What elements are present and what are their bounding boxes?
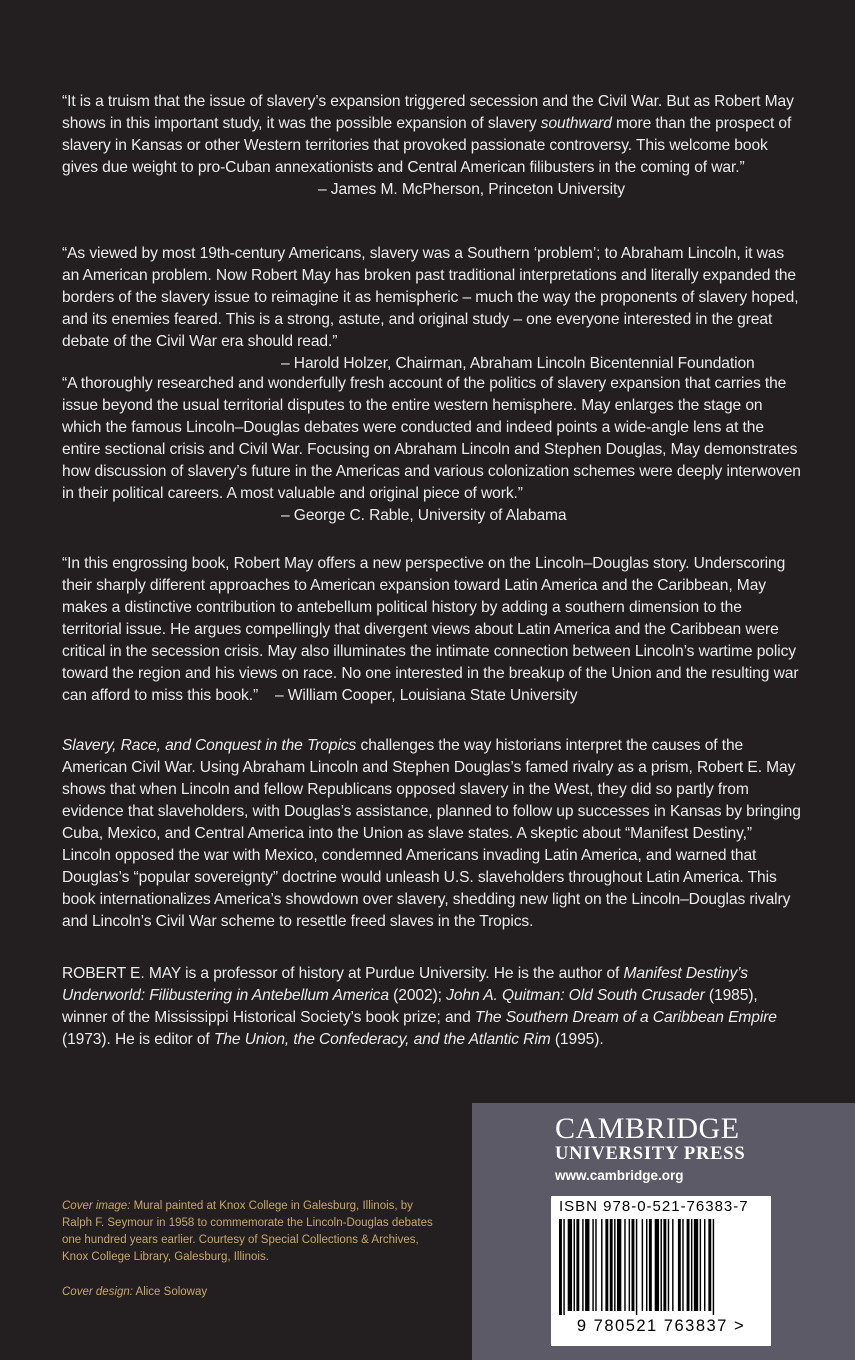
credit-text: Mural painted at Knox College in Galesburg, Illinois, by Ralph F. Seymour in 1958 to commemorate the Lincoln-Douglas debates one hundred years earlier. Courtesy of Special Collections & Archives, Knox College Library, Galesburg, Illinois. [62, 1200, 433, 1263]
book-title: Slavery, Race, and Conquest in the Tropics [62, 737, 357, 754]
barcode-bar [687, 1219, 690, 1311]
barcode-bar [646, 1219, 647, 1311]
barcode-bar [624, 1219, 625, 1311]
review-quote-2 [62, 243, 802, 375]
barcode-bar [563, 1219, 564, 1315]
barcode-bar [617, 1219, 621, 1311]
bio-text: ROBERT E. MAY is a professor of history at Purdue University. He is the author of [62, 965, 624, 982]
quote-emphasis: southward [540, 115, 612, 132]
barcode [551, 1196, 771, 1346]
review-quote-3 [62, 373, 802, 527]
isbn-label: ISBN 978-0-521-76383-7 [559, 1198, 749, 1215]
barcode-bar [610, 1219, 613, 1311]
cover-design-credit [62, 1284, 442, 1301]
barcode-bar [682, 1219, 683, 1311]
barcode-digits: 9 780521 763837 > [576, 1317, 746, 1335]
barcode-bar [595, 1219, 596, 1311]
barcode-bar [678, 1219, 681, 1311]
barcode-bar [636, 1219, 637, 1315]
publisher-url: www.cambridge.org [555, 1168, 684, 1183]
barcode-bar [585, 1219, 589, 1311]
description-text: challenges the way historians interpret the causes of the American Civil War. Using Abraham Lincoln and Stephen Douglas’s famed rivalry as a prism, Robert E. May shows that when Lincoln and fellow Republicans opposed slavery in the West, they did so partly from evidence that slaveholders, with Douglas’s assistance, planned to follow up successes in Kansas by bringing Cuba, Mexico, and Central America into the Union as slave states. A skeptic about “Manifest Destiny,” Lincoln opposed the war with Mexico, condemned Americans invading Latin America, and warned that Douglas’s “popular sovereignty” doctrine would unleash U.S. slaveholders throughout Latin America. This book internationalizes America’s showdown over slavery, shedding new light on the Lincoln–Douglas rivalry and Lincoln’s Civil War scheme to resettle freed slaves in the Tropics. [62, 737, 801, 930]
publisher-panel [472, 1103, 855, 1360]
quote-text: “As viewed by most 19th-century Americans, slavery was a Southern ‘problem’; to Abraham Lincoln, it was an American problem. Now Robert May has broken past traditional interpretations and literally expanded the borders of the slavery issue to reimagine it as hemispheric – much the way the proponents of slavery hoped, and its enemies feared. This is a strong, astute, and original study – one everyone interested in the great debate of the Civil War era should read.” [62, 245, 799, 350]
bio-book-title: The Southern Dream of a Caribbean Empire [474, 1009, 777, 1026]
barcode-bar [691, 1219, 692, 1311]
quote-attribution: – Harold Holzer, Chairman, Abraham Lincoln Bicentennial Foundation [281, 355, 755, 372]
credit-text: Alice Soloway [132, 1286, 208, 1298]
barcode-bar [694, 1219, 698, 1311]
barcode-bar [642, 1219, 643, 1311]
barcode-bar [655, 1219, 659, 1311]
barcode-bar [649, 1219, 652, 1311]
bio-book-title: John A. Quitman: Old South Crusader [446, 987, 705, 1004]
barcode-bar [614, 1219, 615, 1311]
quote-attribution: – William Cooper, Louisiana State University [275, 687, 578, 704]
publisher-subname: UNIVERSITY PRESS [555, 1144, 746, 1164]
barcode-bar [559, 1219, 562, 1315]
quote-text-part: more than the prospect of slavery in Kansas or other Western territories that provoked passionate controversy. This welcome book gives due weight to pro-Cuban annexationists and Central American filibusters in the coming of war.” [62, 115, 792, 176]
review-quote-4 [62, 553, 802, 707]
barcode-bar [605, 1219, 608, 1311]
barcode-bar [568, 1219, 572, 1311]
barcode-bars [559, 1219, 763, 1315]
barcode-bar [668, 1219, 669, 1311]
publisher-logo: CAMBRIDGE [555, 1112, 740, 1145]
credit-label: Cover design: [62, 1286, 133, 1298]
barcode-bar [576, 1219, 579, 1311]
bio-text: (2002); [388, 987, 447, 1004]
barcode-bar [663, 1219, 666, 1311]
barcode-bar [629, 1219, 630, 1311]
barcode-bar [632, 1219, 635, 1311]
bio-text: (1985), winner of the Mississippi Historical Society’s book prize; and [62, 987, 758, 1026]
barcode-bar [704, 1219, 705, 1311]
barcode-bar [574, 1219, 575, 1311]
quote-text [62, 553, 802, 707]
barcode-bar [713, 1219, 714, 1315]
book-description [62, 735, 802, 933]
quote-text-part: “In this engrossing book, Robert May offers a new perspective on the Lincoln–Douglas story. Underscoring their sharply different approaches to American expansion toward Latin America and the Caribbean, May makes a distinctive contribution to antebellum political history by adding a southern dimension to the territorial issue. He argues compellingly that divergent views about Latin America and the Caribbean were critical in the secession crisis. May also illuminates the intimate connection between Lincoln’s wartime policy toward the region and his views on race. No one interested in the breakup of the Union and the resulting war can afford to miss this book.” [62, 555, 799, 704]
barcode-bar [672, 1219, 673, 1311]
bio-text: (1973). He is editor of [62, 1031, 214, 1048]
cover-image-credit [62, 1198, 442, 1266]
credit-label: Cover image: [62, 1200, 131, 1212]
quote-text: “A thoroughly researched and wonderfully fresh account of the politics of slavery expansion that carries the issue beyond the usual territorial disputes to the entire western hemisphere. May enlarges the stage on which the famous Lincoln–Douglas debates were conducted and indeed points a wide-angle lens at the entire sectional crisis and Civil War. Focusing on Abraham Lincoln and Stephen Douglas, May demonstrates how discussion of slavery’s future in the Americas and various colonization schemes were deeply interwoven in their political careers. A most valuable and original piece of work.” [62, 375, 801, 502]
barcode-bar [592, 1219, 593, 1311]
author-bio [62, 963, 802, 1051]
review-quote-1 [62, 91, 802, 201]
quote-text-part: “It is a truism that the issue of slavery’s expansion triggered secession and the Civil War. But as Robert May shows in this important study, it was the possible expansion of slavery [62, 93, 794, 132]
barcode-bar [601, 1219, 602, 1311]
quote-attribution: – James M. McPherson, Princeton University [318, 181, 625, 198]
barcode-bar [700, 1219, 701, 1311]
bio-text: (1995). [550, 1031, 604, 1048]
bio-book-title: The Union, the Confederacy, and the Atlantic Rim [213, 1031, 551, 1048]
barcode-bar [708, 1219, 711, 1311]
bio-book-title: Manifest Destiny’s Underworld: Filibustering in Antebellum America [62, 965, 748, 1004]
barcode-bar [661, 1219, 662, 1311]
quote-text [62, 91, 802, 179]
quote-attribution: – George C. Rable, University of Alabama [281, 507, 567, 524]
barcode-bar [582, 1219, 583, 1311]
